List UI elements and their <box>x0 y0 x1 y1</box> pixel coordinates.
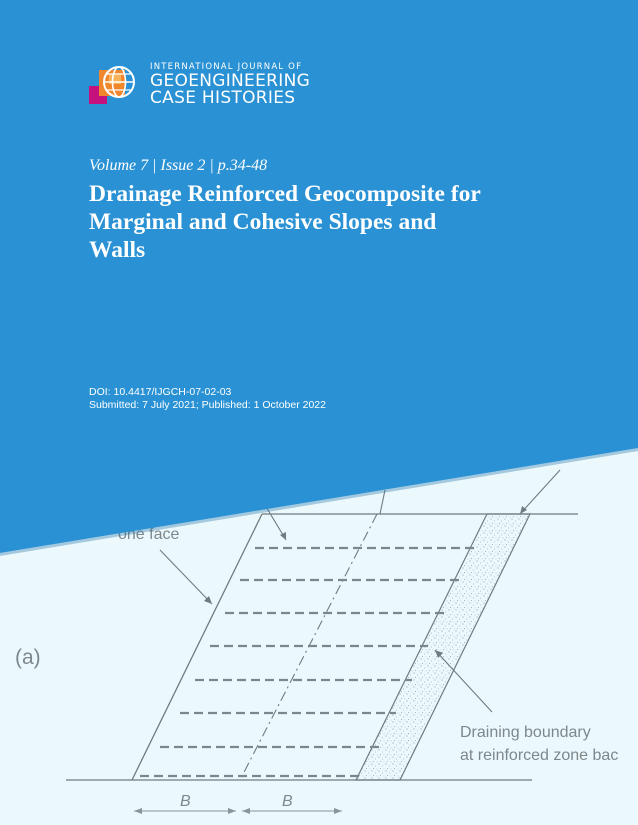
journal-name-line2: GEOENGINEERING <box>150 71 311 91</box>
panel-label: (a) <box>15 646 41 669</box>
article-title-line: Walls <box>89 237 146 263</box>
journal-name-line1: INTERNATIONAL JOURNAL OF <box>150 62 303 72</box>
journal-name-line3: CASE HISTORIES <box>150 88 296 108</box>
article-info <box>89 386 326 412</box>
draining-label-line1: Draining boundary <box>460 724 591 741</box>
slope-face-label: one face <box>118 526 180 543</box>
volume-issue-pages: Volume 7 | Issue 2 | p.34-48 <box>89 157 268 174</box>
doi-link[interactable]: DOI: 10.4417/IJGCH-07-02-03 <box>89 386 232 398</box>
article-title-line: Drainage Reinforced Geocomposite for <box>89 181 481 207</box>
article-title-line: Marginal and Cohesive Slopes and <box>89 209 437 235</box>
draining-label-line2: at reinforced zone bac <box>460 747 619 764</box>
globe-logo-icon <box>89 64 139 104</box>
submission-dates: Submitted: 7 July 2021; Published: 1 October 2022 <box>89 399 326 411</box>
dimension-label-b2: B <box>282 793 293 810</box>
dimension-label-b1: B <box>180 793 191 810</box>
article-title <box>89 180 589 264</box>
